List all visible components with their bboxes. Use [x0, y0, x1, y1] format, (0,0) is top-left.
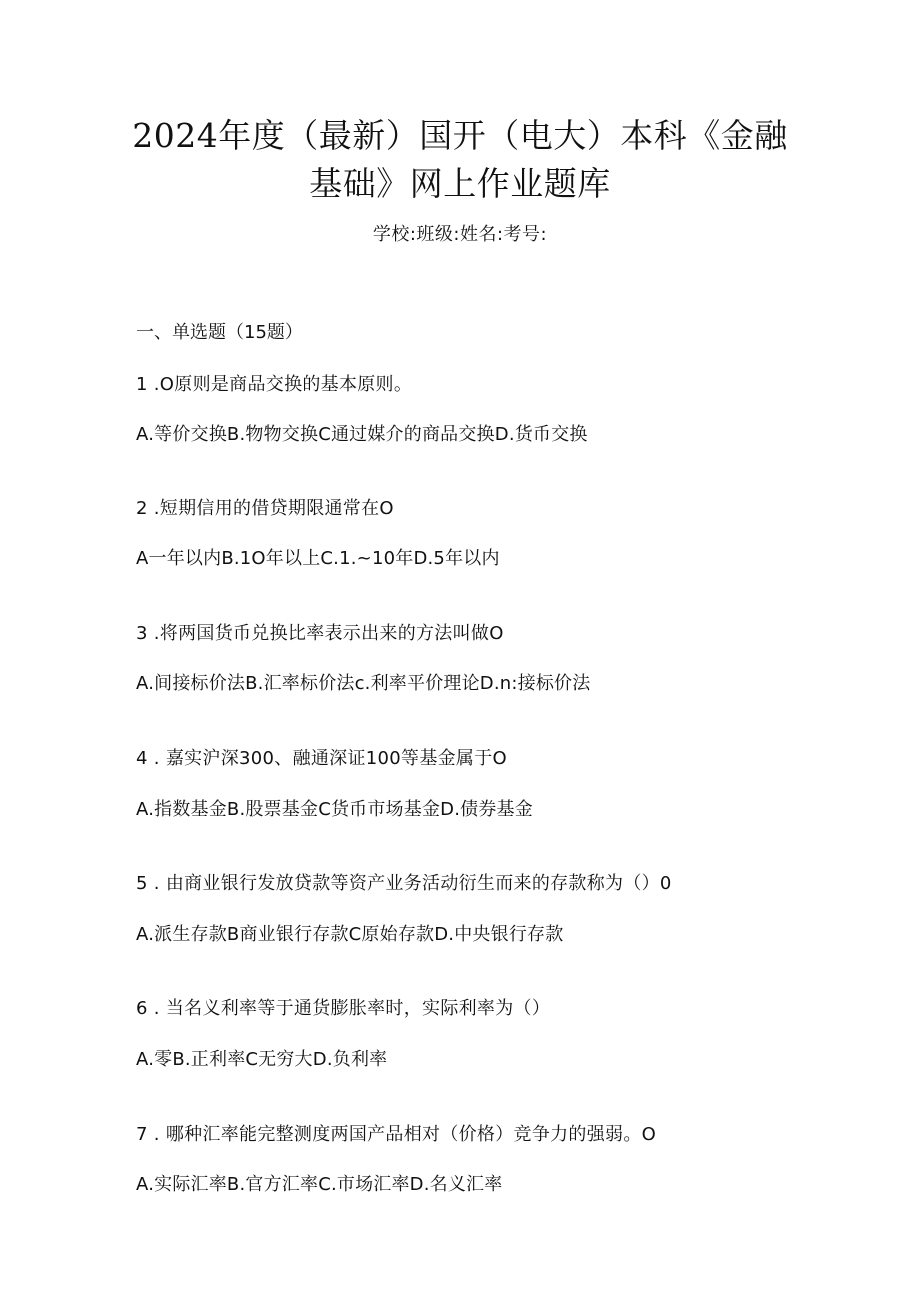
- question-7-options: A.实际汇率B.官方汇率C.市场汇率D.名义汇率: [136, 1174, 503, 1195]
- question-1-options: A.等价交换B.物物交换C通过媒介的商品交换D.货币交换: [136, 424, 588, 445]
- question-5-stem: 5 . 由商业银行发放贷款等资产业务活动衍生而来的存款称为（）0: [136, 873, 672, 894]
- document-title-line-1: 2024年度（最新）国开（电大）本科《金融: [132, 116, 788, 155]
- question-1-stem: 1 .O原则是商品交换的基本原则。: [136, 374, 413, 395]
- question-2-options: A一年以内B.1O年以上C.1.~10年D.5年以内: [136, 548, 500, 569]
- section-heading: 一、单选题（15题）: [136, 322, 303, 343]
- question-4-stem: 4 . 嘉实沪深300、融通深证100等基金属于O: [136, 748, 507, 769]
- document-title-line-2: 基础》网上作业题库: [309, 164, 611, 203]
- question-6-options: A.零B.正利率C无穷大D.负利率: [136, 1049, 388, 1070]
- question-4-options: A.指数基金B.股票基金C货币市场基金D.债券基金: [136, 799, 533, 820]
- question-2-stem: 2 .短期信用的借贷期限通常在O: [136, 498, 394, 519]
- question-3-stem: 3 .将两国货币兑换比率表示出来的方法叫做O: [136, 623, 504, 644]
- question-7-stem: 7 . 哪种汇率能完整测度两国产品相对（价格）竞争力的强弱。O: [136, 1124, 657, 1145]
- student-info-line: 学校:班级:姓名:考号:: [372, 224, 548, 245]
- question-6-stem: 6 . 当名义利率等于通货膨胀率时，实际利率为（）: [136, 998, 551, 1019]
- question-3-options: A.间接标价法B.汇率标价法c.利率平价理论D.n:接标价法: [136, 673, 591, 694]
- question-5-options: A.派生存款B商业银行存款C原始存款D.中央银行存款: [136, 924, 564, 945]
